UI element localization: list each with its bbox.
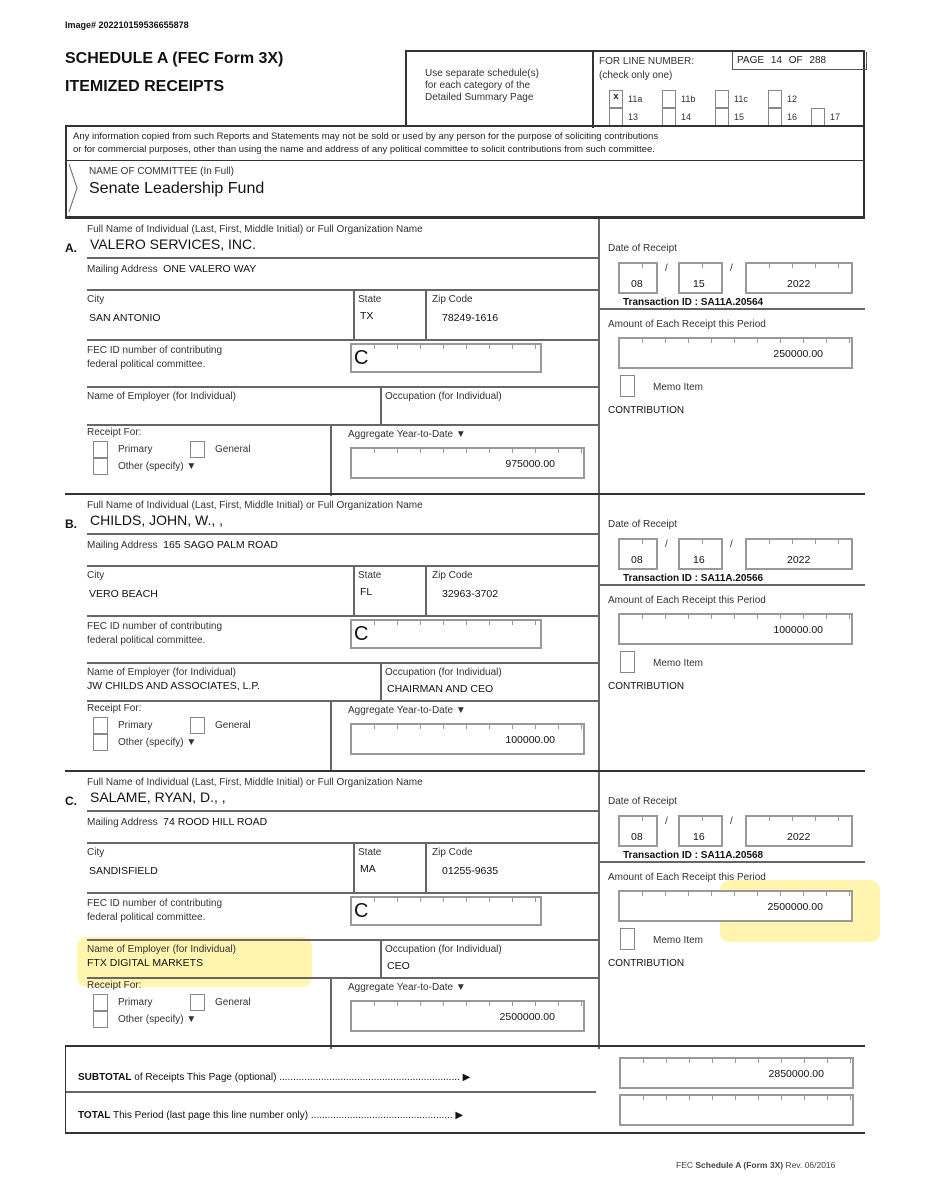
state-label: State — [358, 570, 382, 581]
other-checkbox[interactable] — [93, 734, 108, 751]
city-value[interactable]: VERO BEACH — [89, 588, 158, 600]
subtotal-label: SUBTOTAL of Receipts This Page (optional) ................................................................. ▶ — [78, 1072, 471, 1083]
employer-value[interactable]: JW CHILDS AND ASSOCIATES, L.P. — [87, 680, 260, 692]
memo-checkbox[interactable] — [620, 375, 635, 397]
zip-value[interactable]: 78249-1616 — [442, 312, 499, 324]
receipt-entry: Full Name of Individual (Last, First, Middle Initial) or Full Organization Name A. VALERO SERVICES, INC. Mailing Address ONE VALERO WAY City SAN ANTONIO State TX Zip Code 78249-1616 FEC ID number of contributing federal political committee. C Name of Employer (for Individual) Occupation (for Individual) Receipt For: Primary General Other (specify) ▼ Aggregate Year-to-Date ▼ 975000.00 Date of Receipt 08 / 15 / 2022 Transaction ID : SA11A.20564 Amount of Each Receipt this Period 250000.00 Memo Item CONTRIBUTION — [65, 217, 865, 494]
entry-letter: B. — [65, 517, 77, 531]
mailing-label: Mailing Address — [87, 540, 158, 551]
image-id: Image# 202210159536655878 — [65, 20, 189, 30]
full-name-label: Full Name of Individual (Last, First, Middle Initial) or Full Organization Name — [87, 224, 423, 235]
date-month[interactable]: 08 — [618, 262, 658, 294]
fec-id-field[interactable]: C — [350, 343, 542, 373]
line-number-sub: (check only one) — [599, 70, 673, 81]
transaction-id: Transaction ID : SA11A.20566 — [623, 573, 764, 584]
date-year[interactable]: 2022 — [745, 815, 853, 847]
line-11c-checkbox[interactable] — [715, 90, 729, 108]
employer-label: Name of Employer (for Individual) — [87, 944, 236, 955]
date-label: Date of Receipt — [608, 796, 677, 807]
line-14-label: 14 — [681, 112, 692, 122]
line-13-checkbox[interactable] — [609, 108, 623, 126]
zip-label: Zip Code — [432, 847, 473, 858]
line-11b-label: 11b — [681, 94, 696, 104]
contributor-name[interactable]: VALERO SERVICES, INC. — [90, 236, 256, 252]
line-12-label: 12 — [787, 94, 798, 104]
date-year[interactable]: 2022 — [745, 538, 853, 570]
memo-checkbox[interactable] — [620, 651, 635, 673]
full-name-label: Full Name of Individual (Last, First, Middle Initial) or Full Organization Name — [87, 500, 423, 511]
line-15-checkbox[interactable] — [715, 108, 729, 126]
zip-value[interactable]: 01255-9635 — [442, 865, 499, 877]
date-day[interactable]: 16 — [678, 815, 723, 847]
line-11a-label: 11a — [628, 94, 643, 104]
other-label: Other (specify) ▼ — [118, 1014, 197, 1025]
aggregate-label: Aggregate Year-to-Date ▼ — [348, 429, 466, 440]
committee-box — [65, 160, 865, 218]
general-checkbox[interactable] — [190, 717, 205, 734]
line-16-checkbox[interactable] — [768, 108, 782, 126]
aggregate-label: Aggregate Year-to-Date ▼ — [348, 982, 466, 993]
general-checkbox[interactable] — [190, 994, 205, 1011]
line-17-checkbox[interactable] — [811, 108, 825, 126]
aggregate-label: Aggregate Year-to-Date ▼ — [348, 705, 466, 716]
state-label: State — [358, 294, 382, 305]
date-day[interactable]: 16 — [678, 538, 723, 570]
page-indicator: PAGE 14 OF 288 — [732, 52, 867, 70]
date-month[interactable]: 08 — [618, 538, 658, 570]
receipt-for-label: Receipt For: — [87, 427, 142, 438]
form-title: SCHEDULE A (FEC Form 3X) — [65, 50, 284, 67]
mailing-address[interactable]: 165 SAGO PALM ROAD — [163, 539, 278, 551]
zip-value[interactable]: 32963-3702 — [442, 588, 499, 600]
primary-checkbox[interactable] — [93, 994, 108, 1011]
fec-id-label: FEC ID number of contributing federal political committee. — [87, 345, 223, 370]
primary-label: Primary — [118, 444, 153, 455]
entry-letter: C. — [65, 794, 77, 808]
receipt-type: CONTRIBUTION — [608, 958, 685, 969]
transaction-id: Transaction ID : SA11A.20568 — [623, 850, 764, 861]
primary-label: Primary — [118, 997, 153, 1008]
mailing-label: Mailing Address — [87, 264, 158, 275]
total-field[interactable] — [619, 1094, 854, 1126]
aggregate-field[interactable]: 975000.00 — [350, 447, 585, 479]
other-label: Other (specify) ▼ — [118, 737, 197, 748]
mailing-label: Mailing Address — [87, 817, 158, 828]
occupation-label: Occupation (for Individual) — [385, 944, 502, 955]
receipt-type: CONTRIBUTION — [608, 681, 685, 692]
date-day[interactable]: 15 — [678, 262, 723, 294]
date-label: Date of Receipt — [608, 243, 677, 254]
line-11b-checkbox[interactable] — [662, 90, 676, 108]
total-label: TOTAL This Period (last page this line number only) ................................................... ▶ — [78, 1110, 464, 1121]
contributor-name[interactable]: CHILDS, JOHN, W., , — [90, 512, 224, 528]
memo-label: Memo Item — [653, 935, 704, 946]
fec-id-label: FEC ID number of contributing federal political committee. — [87, 621, 223, 646]
committee-name: Senate Leadership Fund — [89, 180, 265, 197]
employer-value[interactable]: FTX DIGITAL MARKETS — [87, 957, 204, 969]
employer-label: Name of Employer (for Individual) — [87, 667, 236, 678]
state-value[interactable]: MA — [360, 863, 376, 875]
occupation-value[interactable]: CHAIRMAN AND CEO — [387, 683, 494, 695]
memo-checkbox[interactable] — [620, 928, 635, 950]
amount-label: Amount of Each Receipt this Period — [608, 595, 766, 606]
receipt-type: CONTRIBUTION — [608, 405, 685, 416]
full-name-label: Full Name of Individual (Last, First, Middle Initial) or Full Organization Name — [87, 777, 423, 788]
other-checkbox[interactable] — [93, 1011, 108, 1028]
form-subtitle: ITEMIZED RECEIPTS — [65, 78, 225, 95]
state-label: State — [358, 847, 382, 858]
transaction-id: Transaction ID : SA11A.20564 — [623, 297, 764, 308]
occupation-label: Occupation (for Individual) — [385, 667, 502, 678]
date-label: Date of Receipt — [608, 519, 677, 530]
general-label: General — [215, 444, 251, 455]
line-11c-label: 11c — [734, 94, 748, 104]
amount-field[interactable]: 100000.00 — [618, 613, 853, 645]
entry-letter: A. — [65, 241, 77, 255]
use-separate-note: Use separate schedule(s) for each category of the Detailed Summary Page — [425, 68, 539, 103]
city-label: City — [87, 570, 105, 581]
zip-label: Zip Code — [432, 294, 473, 305]
receipt-entry: Full Name of Individual (Last, First, Middle Initial) or Full Organization Name B. CHILDS, JOHN, W., , Mailing Address 165 SAGO PALM ROAD City VERO BEACH State FL Zip Code 32963-3702 FEC ID number of contributing federal political committee. C Name of Employer (for Individual) JW CHILDS AND ASSOCIATES, L.P. Occupation (for Individual) CHAIRMAN AND CEO Receipt For: Primary General Other (specify) ▼ Aggregate Year-to-Date ▼ 100000.00 Date of Receipt 08 / 16 / 2022 Transaction ID : SA11A.20566 Amount of Each Receipt this Period 100000.00 Memo Item CONTRIBUTION — [65, 493, 865, 770]
primary-checkbox[interactable] — [93, 717, 108, 734]
receipt-for-label: Receipt For: — [87, 703, 142, 714]
arrow-marker-icon — [67, 162, 81, 214]
contributor-name[interactable]: SALAME, RYAN, D., , — [90, 789, 226, 805]
mailing-address[interactable]: ONE VALERO WAY — [163, 263, 257, 275]
memo-label: Memo Item — [653, 658, 704, 669]
date-year[interactable]: 2022 — [745, 262, 853, 294]
fec-id-field[interactable]: C — [350, 619, 542, 649]
aggregate-field[interactable]: 2500000.00 — [350, 1000, 585, 1032]
subtotal-field[interactable]: 2850000.00 — [619, 1057, 854, 1089]
zip-label: Zip Code — [432, 570, 473, 581]
receipt-for-label: Receipt For: — [87, 980, 142, 991]
line-14-checkbox[interactable] — [662, 108, 676, 126]
aggregate-field[interactable]: 100000.00 — [350, 723, 585, 755]
employer-label: Name of Employer (for Individual) — [87, 391, 236, 402]
line-16-label: 16 — [787, 112, 798, 122]
occupation-value[interactable]: CEO — [387, 960, 410, 972]
line-15-label: 15 — [734, 112, 745, 122]
general-label: General — [215, 997, 251, 1008]
notice: Any information copied from such Reports and Statements may not be sold or used by any person for the purpose of soliciting contributions or for commercial purposes, other than using the name and address of any political committee to solicit contributions from such committee. — [65, 125, 865, 161]
receipt-entry: Full Name of Individual (Last, First, Middle Initial) or Full Organization Name C. SALAME, RYAN, D., , Mailing Address 74 ROOD HILL ROAD City SANDISFIELD State MA Zip Code 01255-9635 FEC ID number of contributing federal political committee. C Name of Employer (for Individual) FTX DIGITAL MARKETS Occupation (for Individual) CEO Receipt For: Primary General Other (specify) ▼ Aggregate Year-to-Date ▼ 2500000.00 Date of Receipt 08 / 16 / 2022 Transaction ID : SA11A.20568 Amount of Each Receipt this Period 2500000.00 Memo Item CONTRIBUTION — [65, 770, 865, 1047]
general-label: General — [215, 720, 251, 731]
general-checkbox[interactable] — [190, 441, 205, 458]
header-box — [405, 50, 865, 126]
line-17-label: 17 — [830, 112, 841, 122]
state-value[interactable]: FL — [360, 586, 373, 598]
fec-id-label: FEC ID number of contributing federal political committee. — [87, 898, 223, 923]
line-11a-checkbox[interactable]: x — [609, 90, 623, 108]
line-number-label: FOR LINE NUMBER: — [599, 56, 695, 67]
totals-box — [65, 1045, 865, 1134]
occupation-label: Occupation (for Individual) — [385, 391, 502, 402]
city-label: City — [87, 294, 105, 305]
amount-field[interactable]: 2500000.00 — [618, 890, 853, 922]
amount-label: Amount of Each Receipt this Period — [608, 872, 766, 883]
form-footer: FEC Schedule A (Form 3X) Rev. 06/2016 — [676, 1160, 836, 1170]
fec-id-field[interactable]: C — [350, 896, 542, 926]
line-12-checkbox[interactable] — [768, 90, 782, 108]
state-value[interactable]: TX — [360, 310, 374, 322]
amount-label: Amount of Each Receipt this Period — [608, 319, 766, 330]
line-13-label: 13 — [628, 112, 639, 122]
city-value[interactable]: SAN ANTONIO — [89, 312, 161, 324]
date-month[interactable]: 08 — [618, 815, 658, 847]
amount-field[interactable]: 250000.00 — [618, 337, 853, 369]
city-label: City — [87, 847, 105, 858]
other-label: Other (specify) ▼ — [118, 461, 197, 472]
city-value[interactable]: SANDISFIELD — [89, 865, 158, 877]
primary-checkbox[interactable] — [93, 441, 108, 458]
other-checkbox[interactable] — [93, 458, 108, 475]
mailing-address[interactable]: 74 ROOD HILL ROAD — [163, 816, 268, 828]
memo-label: Memo Item — [653, 382, 704, 393]
committee-label: NAME OF COMMITTEE (In Full) — [89, 166, 234, 177]
primary-label: Primary — [118, 720, 153, 731]
